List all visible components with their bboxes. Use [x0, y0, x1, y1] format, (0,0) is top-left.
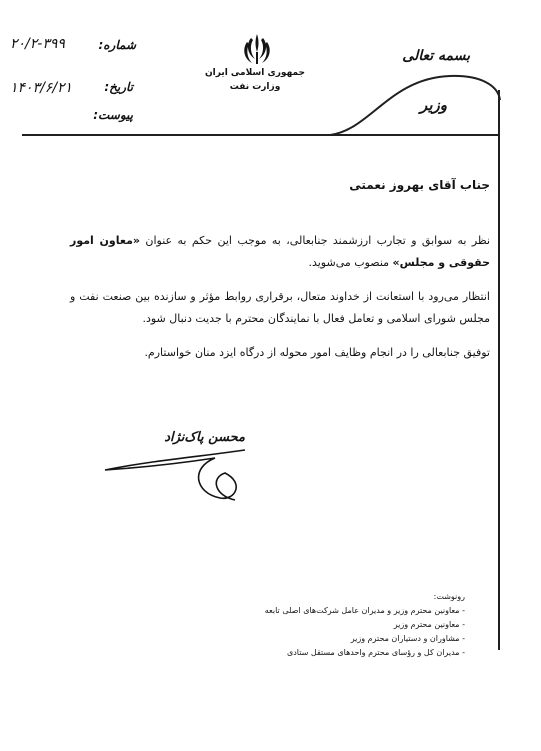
recipient-name: جناب آقای بهروز نعمتی — [349, 178, 490, 192]
paragraph-appointment — [70, 230, 490, 274]
minister-title: وزیر — [420, 96, 447, 114]
paragraph-appointment-end: منصوب می‌شوید. — [308, 256, 393, 269]
bismillah-heading: بسمه تعالی — [402, 48, 470, 64]
appointment-title: «معاون امور حقوقی و مجلس» — [70, 234, 490, 269]
frame-right-line — [498, 90, 500, 650]
cc-title: رونوشت: — [433, 592, 465, 601]
attachment-label: پیوست: — [93, 108, 133, 122]
number-label: شماره: — [98, 38, 136, 52]
ministry-name: وزارت نفت — [229, 82, 281, 92]
paragraph-appointment-start: نظر به سوابق و تجارب ارزشمند جنابعالی، به موجب این حکم به عنوان — [140, 234, 491, 247]
cc-item: - معاونین محترم وزیر و مدیران عامل شرکت‌های اصلی تابعه — [225, 604, 465, 618]
paragraph-expectation: انتظار می‌رود با استعانت از خداوند متعال، برقراری روابط مؤثر و سازنده بین صنعت نفت و مجلس شورای اسلامی و تعامل فعال با نمایندگان محترم با جدیت دنبال شود. — [70, 290, 490, 325]
frame-corner-arc — [330, 70, 502, 140]
number-value: ۲۰/۲-۳۹۹ — [10, 36, 65, 52]
iran-emblem-icon — [242, 32, 272, 66]
cc-list — [225, 604, 465, 660]
signature-scribble — [95, 438, 265, 508]
cc-item: - مدیران کل و رؤسای محترم واحدهای مستقل ستادی — [225, 646, 465, 660]
government-name: جمهوری اسلامی ایران — [204, 68, 306, 78]
date-value: ۱۴۰۳/۶/۲۱ — [10, 80, 73, 96]
date-label: تاریخ: — [104, 80, 133, 94]
paragraph-wish: توفیق جنابعالی را در انجام وظایف امور محوله از درگاه ایزد منان خواستارم. — [144, 346, 490, 359]
cc-item: - معاونین محترم وزیر — [225, 618, 465, 632]
cc-item: - مشاوران و دستیاران محترم وزیر — [225, 632, 465, 646]
signer-name: محسن پاک‌نژاد — [164, 430, 245, 445]
